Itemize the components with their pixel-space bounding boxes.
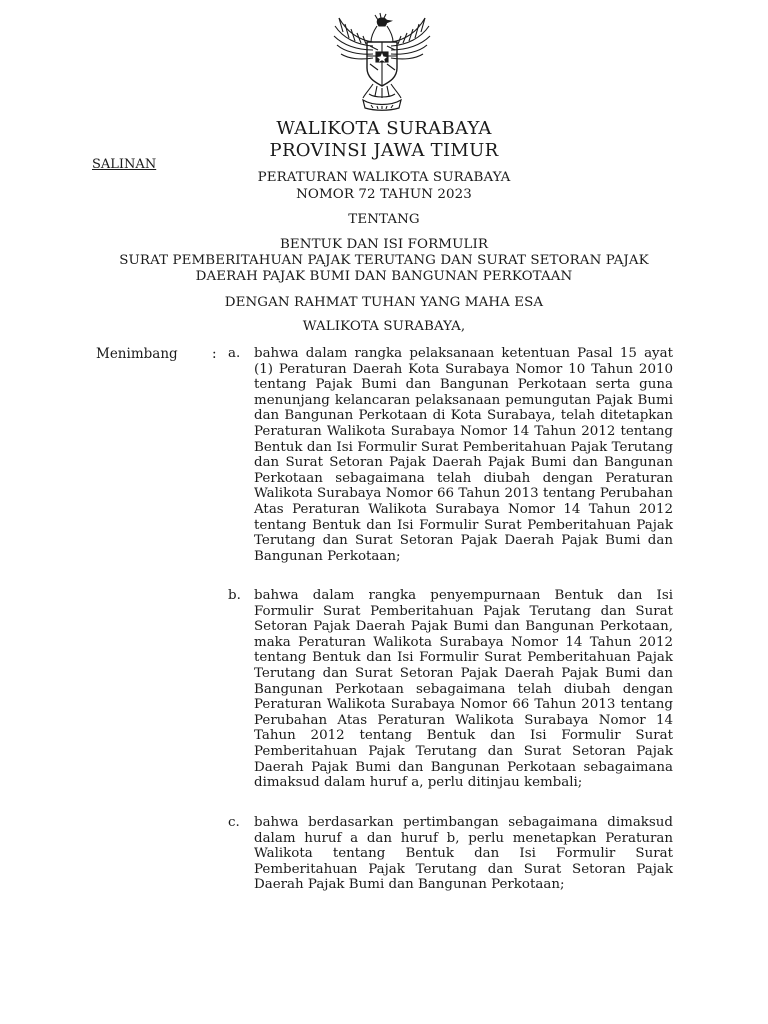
garuda-emblem-icon <box>329 12 435 112</box>
subject-line-3: DAERAH PAJAK BUMI DAN BANGUNAN PERKOTAAN <box>195 269 573 284</box>
item-text: bahwa berdasarkan pertimbangan sebagaimana dimaksud dalam huruf a dan huruf b, perlu menetapkan Peraturan Walikota tentang Bentuk dan Isi Formulir Surat Pemberitahuan Pajak Terutang dan Surat Setoran Pajak Daerah Pajak Bumi dan Bangunan Perkotaan; <box>254 815 673 893</box>
considerations-colon: : <box>212 346 217 362</box>
copy-mark: SALINAN <box>92 157 157 172</box>
item-marker: c. <box>228 815 240 830</box>
regulation-number: NOMOR 72 TAHUN 2023 <box>296 187 472 202</box>
considerations-label: Menimbang <box>96 346 178 362</box>
subject-line-2: SURAT PEMBERITAHUAN PAJAK TERUTANG DAN SURAT SETORAN PAJAK <box>119 253 649 268</box>
invocation: DENGAN RAHMAT TUHAN YANG MAHA ESA <box>224 295 544 310</box>
item-marker: a. <box>228 346 241 361</box>
regulation-kind: PERATURAN WALIKOTA SURABAYA <box>257 170 511 185</box>
subject-line-1: BENTUK DAN ISI FORMULIR <box>279 237 489 252</box>
regulation-about: TENTANG <box>348 212 420 227</box>
issuer: WALIKOTA SURABAYA, <box>302 319 466 334</box>
province-title: PROVINSI JAWA TIMUR <box>269 140 499 161</box>
city-title: WALIKOTA SURABAYA <box>276 118 492 139</box>
item-marker: b. <box>228 588 241 603</box>
item-text: bahwa dalam rangka pelaksanaan ketentuan Pasal 15 ayat (1) Peraturan Daerah Kota Surabaya Nomor 10 Tahun 2010 tentang Pajak Bumi dan Bangunan Perkotaan serta guna menunjang kelancaran pelaksanaan pemungutan Pajak Bumi dan Bangunan Perkotaan di Kota Surabaya, telah ditetapkan Peraturan Walikota Surabaya Nomor 14 Tahun 2012 tentang Bentuk dan Isi Formulir Surat Pemberitahuan Pajak Terutang dan Surat Setoran Pajak Daerah Pajak Bumi dan Bangunan Perkotaan sebagaimana telah diubah dengan Peraturan Walikota Surabaya Nomor 66 Tahun 2013 tentang Perubahan Atas Peraturan Walikota Surabaya Nomor 14 Tahun 2012 tentang Bentuk dan Isi Formulir Surat Pemberitahuan Pajak Terutang dan Surat Setoran Pajak Daerah Pajak Bumi dan Bangunan Perkotaan; <box>254 346 673 564</box>
item-text: bahwa dalam rangka penyempurnaan Bentuk dan Isi Formulir Surat Pemberitahuan Pajak Terutang dan Surat Setoran Pajak Daerah Pajak Bumi dan Bangunan Perkotaan, maka Peraturan Walikota Surabaya Nomor 14 Tahun 2012 tentang Bentuk dan Isi Formulir Surat Pemberitahuan Pajak Terutang dan Surat Setoran Pajak Daerah Pajak Bumi dan Bangunan Perkotaan sebagaimana telah diubah dengan Peraturan Walikota Surabaya Nomor 66 Tahun 2013 tentang Perubahan Atas Peraturan Walikota Surabaya Nomor 14 Tahun 2012 tentang Bentuk dan Isi Formulir Surat Pemberitahuan Pajak Terutang dan Surat Setoran Pajak Daerah Pajak Bumi dan Bangunan Perkotaan sebagaimana dimaksud dalam huruf a, perlu ditinjau kembali; <box>254 588 673 791</box>
